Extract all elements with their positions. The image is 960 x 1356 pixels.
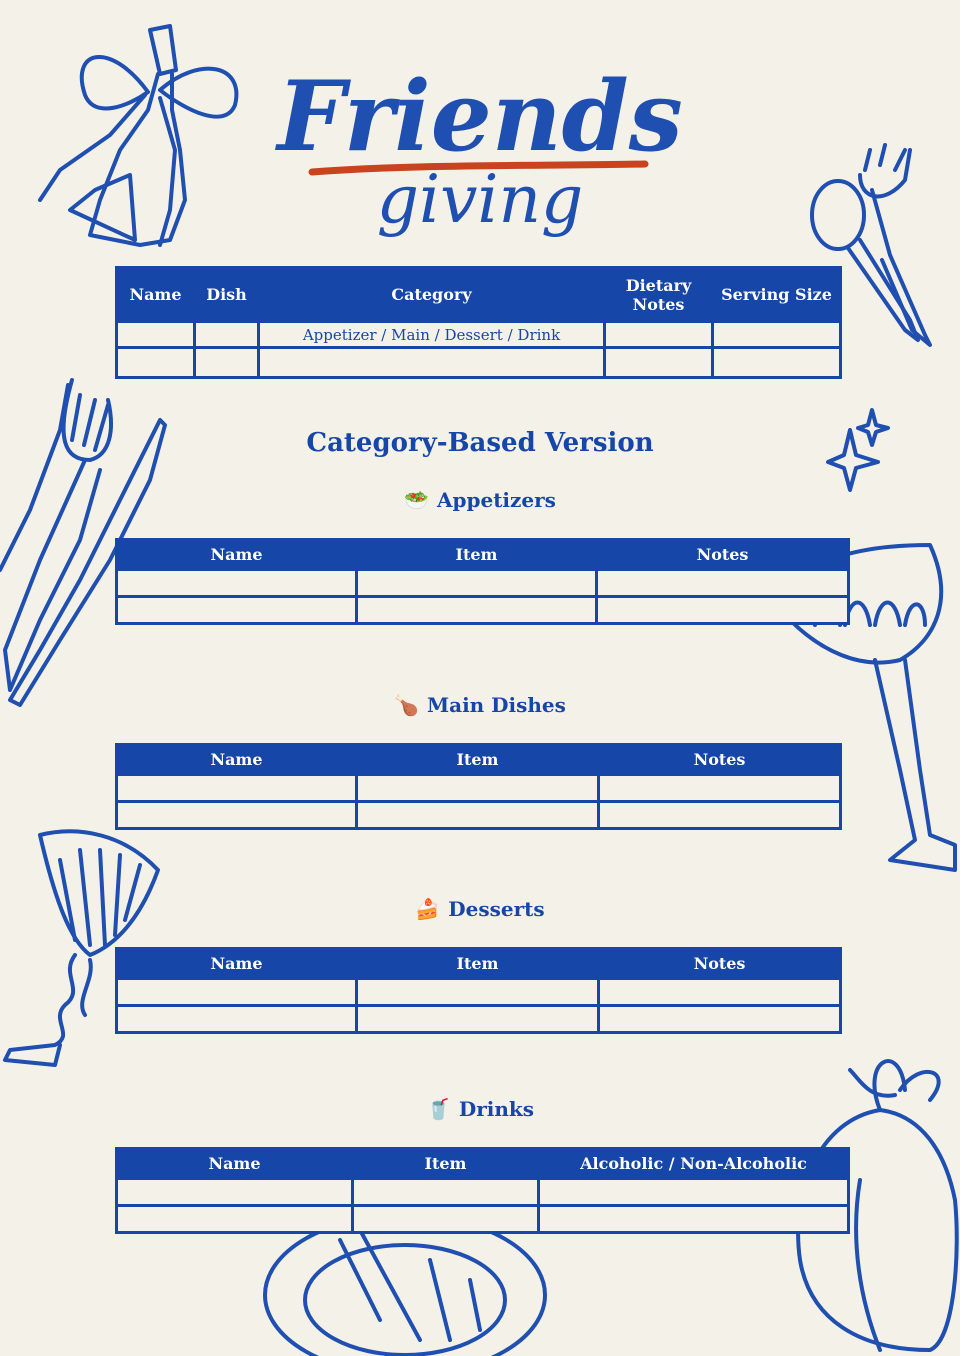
drinks-table — [115, 1147, 850, 1234]
cell-item[interactable] — [357, 802, 599, 829]
header-notes: Notes — [599, 949, 841, 979]
cell-notes[interactable] — [599, 775, 841, 802]
cell-alcoholic[interactable] — [539, 1206, 849, 1233]
table-row — [117, 1206, 849, 1233]
cell-notes[interactable] — [599, 1006, 841, 1033]
cell-item[interactable] — [353, 1206, 539, 1233]
header-notes: Notes — [599, 745, 841, 775]
header-item: Item — [353, 1149, 539, 1179]
table-header-row — [117, 540, 849, 570]
cell-name[interactable] — [117, 322, 195, 348]
cell-dietary-notes[interactable] — [605, 348, 713, 378]
desserts-table — [115, 947, 842, 1034]
cell-item[interactable] — [357, 979, 599, 1006]
cell-serving-size[interactable] — [713, 322, 841, 348]
cell-name[interactable] — [117, 802, 357, 829]
header-serving-size: Serving Size — [713, 268, 841, 322]
section-title-appetizers — [0, 488, 960, 512]
cell-category[interactable]: Appetizer / Main / Dessert / Drink — [259, 322, 605, 348]
header-name: Name — [117, 540, 357, 570]
salad-icon: 🥗 — [404, 488, 429, 512]
page-title — [0, 0, 960, 260]
title-friends: Friends — [277, 60, 683, 173]
table-row — [117, 1179, 849, 1206]
cell-name[interactable] — [117, 348, 195, 378]
section-title-desserts — [0, 897, 960, 921]
table-row — [117, 597, 849, 624]
cell-item[interactable] — [357, 775, 599, 802]
header-name: Name — [117, 745, 357, 775]
cell-name[interactable] — [117, 570, 357, 597]
section-label: Main Dishes — [426, 693, 566, 717]
cell-item[interactable] — [357, 1006, 599, 1033]
table-header-row — [117, 268, 841, 322]
header-item: Item — [357, 949, 599, 979]
cell-item[interactable] — [357, 570, 597, 597]
cell-alcoholic[interactable] — [539, 1179, 849, 1206]
cell-notes[interactable] — [599, 979, 841, 1006]
cell-dietary-notes[interactable] — [605, 322, 713, 348]
table-row — [117, 979, 841, 1006]
header-notes: Notes — [597, 540, 849, 570]
cell-name[interactable] — [117, 1206, 353, 1233]
header-name: Name — [117, 949, 357, 979]
cell-dish[interactable] — [195, 322, 259, 348]
cell-name[interactable] — [117, 597, 357, 624]
table-header-row — [117, 1149, 849, 1179]
drink-cup-icon: 🥤 — [425, 1097, 451, 1121]
header-name: Name — [117, 1149, 353, 1179]
table-row — [117, 348, 841, 378]
main-signup-table — [115, 266, 842, 379]
table-row — [117, 802, 841, 829]
table-header-row — [117, 949, 841, 979]
main-dishes-table — [115, 743, 842, 830]
title-giving: giving — [376, 161, 584, 238]
header-alcoholic: Alcoholic / Non-Alcoholic — [539, 1149, 849, 1179]
cell-notes[interactable] — [597, 570, 849, 597]
drumstick-icon: 🍗 — [394, 693, 419, 717]
table-header-row — [117, 745, 841, 775]
cell-category[interactable] — [259, 348, 605, 378]
section-label: Drinks — [458, 1097, 535, 1121]
category-heading: Category-Based Version — [306, 428, 654, 458]
header-name: Name — [117, 268, 195, 322]
header-item: Item — [357, 745, 599, 775]
section-title-drinks — [0, 1097, 960, 1121]
table-row — [117, 570, 849, 597]
section-label: Appetizers — [436, 488, 556, 512]
header-category: Category — [259, 268, 605, 322]
header-item: Item — [357, 540, 597, 570]
cell-notes[interactable] — [597, 597, 849, 624]
cell-item[interactable] — [353, 1179, 539, 1206]
table-row — [117, 1006, 841, 1033]
table-row — [117, 775, 841, 802]
section-title-main-dishes — [0, 693, 960, 717]
cell-item[interactable] — [357, 597, 597, 624]
cell-serving-size[interactable] — [713, 348, 841, 378]
cell-dish[interactable] — [195, 348, 259, 378]
cell-notes[interactable] — [599, 802, 841, 829]
cell-name[interactable] — [117, 775, 357, 802]
cell-name[interactable] — [117, 1006, 357, 1033]
header-dish: Dish — [195, 268, 259, 322]
cell-name[interactable] — [117, 979, 357, 1006]
cake-icon: 🍰 — [415, 897, 441, 921]
appetizers-table — [115, 538, 850, 625]
header-dietary-notes: Dietary Notes — [605, 268, 713, 322]
table-row — [117, 322, 841, 348]
cell-name[interactable] — [117, 1179, 353, 1206]
plate-with-cutlery-icon — [265, 1215, 545, 1356]
section-label: Desserts — [448, 897, 545, 921]
